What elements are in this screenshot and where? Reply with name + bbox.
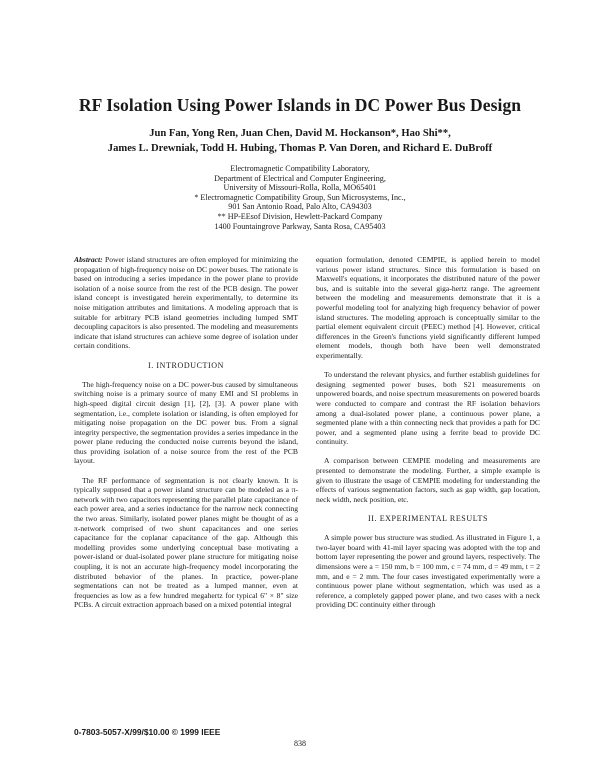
affiliation-line: Electromagnetic Compatibility Laboratory,: [230, 164, 370, 173]
author-line: Jun Fan, Yong Ren, Juan Chen, David M. Hockanson*, Hao Shi**,: [149, 128, 451, 139]
body-paragraph: equation formulation, denoted CEMPIE, is applied herein to model various power island structures. Since this formulation is based on Maxwell's equations, it incorporates the distributed nature of the power bus, and is suitable into the several giga-hertz range. The agreement between the modeling and measurements demonstrate that it is a powerful modeling tool for analyzing high frequency behavior of power island structures. The modeling approach is conceptually similar to the partial element equivalent circuit (PEEC) method [4]. However, critical differences in the Green's functions yield significantly different lumped element models, though both have been well demonstrated experimentally.: [316, 255, 540, 360]
left-column: [74, 255, 298, 610]
affiliation-line: 1400 Fountaingrove Parkway, Santa Rosa, CA95403: [214, 221, 386, 231]
abstract-text: Power island structures are often employed for minimizing the propagation of high-frequency noise on DC power buses. The rationale is based on introducing a series impedance in the power plane to provide isolation of a noise source from the rest of the PCB design. The power island concept is investigated herein experimentally, to determine its noise mitigation attributes and limitations. A modeling approach that is suitable for arbitrary PCB island geometries including lumped SMT decoupling capacitors is also presented. The modeling and measurements indicate that island structures can achieve some degree of isolation under certain conditions.: [74, 255, 299, 351]
affiliation-line: * Electromagnetic Compatibility Group, Sun Microsystems, Inc.,: [194, 192, 406, 202]
body-paragraph: A comparison between CEMPIE modeling and measurements are presented to demonstrate the modeling. Further, a simple example is given to illustrate the usage of CEMPIE modeling for understanding the effects of various segmentation factors, such as gap width, gap location, neck width, neck position, etc.: [316, 456, 540, 504]
affiliation-line: Department of Electrical and Computer Engineering,: [214, 173, 386, 183]
abstract-label: Abstract:: [74, 255, 103, 264]
section-heading-experimental-results: II. EXPERIMENTAL RESULTS: [367, 514, 489, 524]
body-paragraph: The RF performance of segmentation is not clearly known. It is typically supposed that a power island structure can be modeled as a π-network with two capacitors representing the parallel plate capacitance of each power area, and a series inductance for the narrow neck connecting the two areas. Similarly, isolated power planes might be thought of as a π-network comprised of two shunt capacitances and one series capacitance for the coplanar capacitance of the gap. Although this modelling provides some underlying conceptual base motivating a power-island or dual-isolated power plane structure for mitigating noise coupling, it is not an accurate high-frequency model incorporating the distributed behavior of the planes. In practice, power-plane segmentations can not be treated as a lumped manner, even at frequencies as low as a few hundred megahertz for typical 6" × 8" size PCBs. A circuit extraction approach based on a mixed potential integral: [74, 475, 298, 610]
affiliation-line: University of Missouri-Rolla, Rolla, MO65401: [223, 183, 377, 193]
body-paragraph: To understand the relevant physics, and further establish guidelines for designing segmented power buses, both S21 measurements on unpowered boards, and noise spectrum measurements on powered boards were conducted to compare and contrast the RF isolation behaviors among a dual-isolated power plane, a continuous power plane, a segmented plane with a thin connecting neck that provides a path for DC power, and a segmented plane using a ferrite bead to provide DC continuity.: [316, 370, 540, 447]
affiliation-line: 901 San Antonio Road, Palo Alto, CA94303: [228, 202, 372, 212]
author-list: [0, 126, 600, 156]
right-column: [316, 255, 540, 610]
body-paragraph: The high-frequency noise on a DC power-bus caused by simultaneous switching noise is a primary source of many EMI and SI problems in high-speed digital circuit design [1], [2], [3]. A power plane with segmentation, i.e., complete isolation or islanding, is often employed for mitigating noise propagation on the DC power bus. From a signal integrity perspective, the segmentation provides a series impedance in the power plane reducing the conducted noise currents beyond the island, thus providing isolation of a noise source from the rest of the PCB layout.: [74, 379, 298, 466]
paper-title: RF Isolation Using Power Islands in DC Power Bus Design: [78, 95, 522, 115]
abstract: [74, 255, 298, 351]
affiliations: [0, 164, 600, 231]
author-line: James L. Drewniak, Todd H. Hubing, Thomas P. Van Doren, and Richard E. DuBroff: [107, 143, 493, 154]
body-paragraph: A simple power bus structure was studied. As illustrated in Figure 1, a two-layer board with 41-mil layer spacing was adopted with the top and bottom layer representing the power and ground layers, respectively. The dimensions were a = 150 mm, b = 100 mm, c = 74 mm, d = 49 mm, t = 2 mm, and e = 2 mm. The four cases investigated experimentally were a continuous power plane without segmentation, which was used as a reference, a completely gapped power plane, and two cases with a neck providing DC continuity either through: [316, 533, 540, 610]
page-number: 838: [294, 739, 306, 748]
section-heading-introduction: I. INTRODUCTION: [147, 360, 225, 370]
copyright-code: 0-7803-5057-X/99/$10.00 © 1999 IEEE: [74, 727, 221, 737]
affiliation-line: ** HP-EEsof Division, Hewlett-Packard Company: [217, 211, 383, 221]
